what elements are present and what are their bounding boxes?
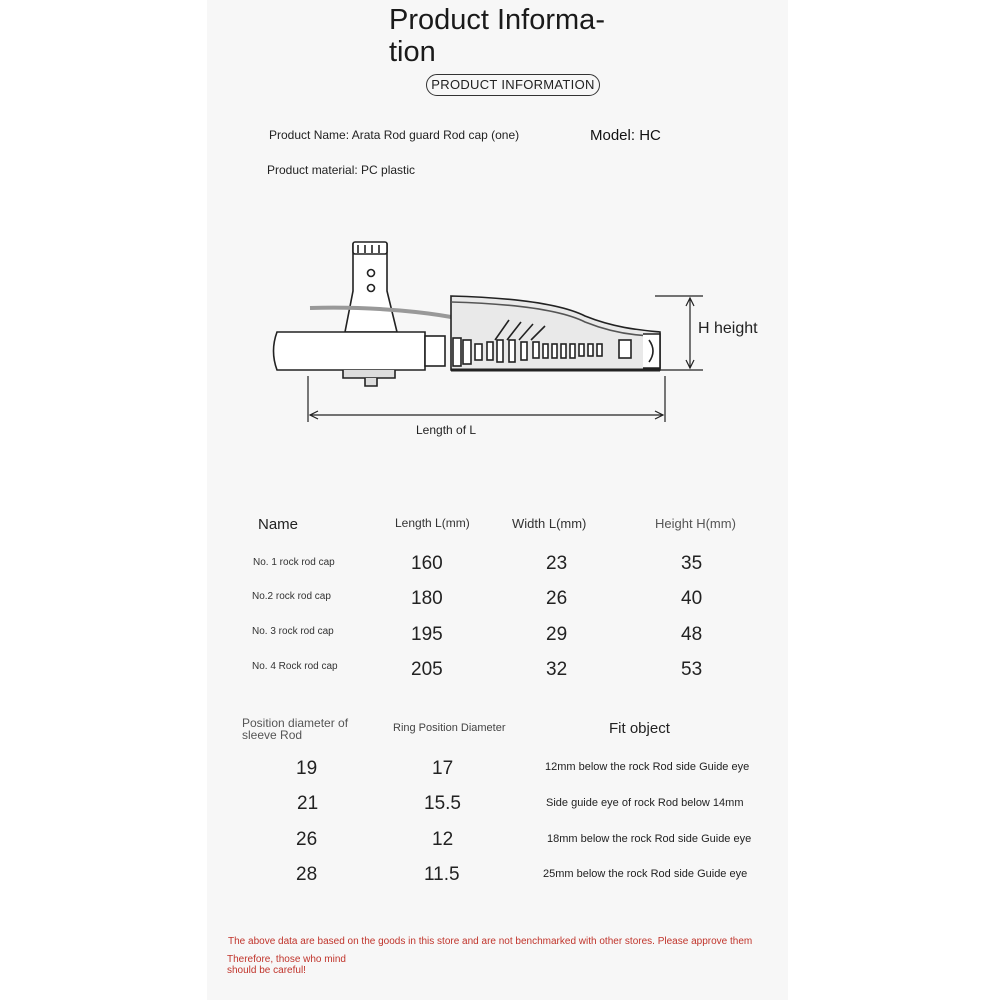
product-material: Product material: PC plastic xyxy=(267,163,416,177)
product-model: Model: HC xyxy=(590,127,661,144)
size-row-width: 29 xyxy=(546,624,568,645)
size-row-length: 160 xyxy=(411,553,443,574)
fit-row-object: 12mm below the rock Rod side Guide eye xyxy=(545,761,750,773)
fit-header-sleeve-line2: sleeve Rod xyxy=(242,728,303,742)
size-row-height: 53 xyxy=(681,659,703,680)
fit-row-object: 18mm below the rock Rod side Guide eye xyxy=(547,833,752,845)
fit-row-object: 25mm below the rock Rod side Guide eye xyxy=(543,868,748,880)
size-header-name: Name xyxy=(258,516,299,533)
fit-row-ring: 15.5 xyxy=(424,793,461,814)
height-label: H height xyxy=(698,320,758,337)
size-row-height: 48 xyxy=(681,624,703,645)
fit-row-sleeve: 19 xyxy=(296,758,318,779)
fit-header-ring: Ring Position Diameter xyxy=(393,722,506,734)
rod-cap-diagram xyxy=(265,236,705,451)
size-header-height: Height H(mm) xyxy=(655,516,736,531)
fit-header-sleeve: Position diameter of xyxy=(242,716,349,730)
size-row-name: No. 3 rock rod cap xyxy=(252,626,334,637)
size-row-name: No. 4 Rock rod cap xyxy=(252,661,338,672)
size-header-length: Length L(mm) xyxy=(395,516,470,530)
size-header-width: Width L(mm) xyxy=(512,516,587,531)
size-row-width: 32 xyxy=(546,659,568,680)
disclaimer-line-2a: Therefore, those who mind xyxy=(227,954,346,965)
size-row-name: No. 1 rock rod cap xyxy=(253,557,335,568)
size-row-length: 195 xyxy=(411,624,443,645)
fit-row-sleeve: 21 xyxy=(297,793,319,814)
content-panel xyxy=(207,0,788,1000)
page-title: Product Informa- tion xyxy=(389,4,605,68)
length-dimension xyxy=(308,376,665,422)
size-row-height: 40 xyxy=(681,588,703,609)
size-row-name: No.2 rock rod cap xyxy=(252,591,331,602)
size-row-length: 180 xyxy=(411,588,443,609)
size-row-height: 35 xyxy=(681,553,703,574)
section-badge: PRODUCT INFORMATION xyxy=(426,74,600,96)
fit-header-object: Fit object xyxy=(609,720,670,737)
fit-row-object: Side guide eye of rock Rod below 14mm xyxy=(546,797,744,809)
length-label: Length of L xyxy=(416,423,477,437)
rod-cap-illustration xyxy=(451,296,660,370)
size-row-length: 205 xyxy=(411,659,443,680)
disclaimer-line-2b: should be careful! xyxy=(227,965,306,976)
rod-illustration xyxy=(274,332,446,386)
height-dimension xyxy=(655,296,703,370)
fit-row-ring: 11.5 xyxy=(424,864,460,885)
size-row-width: 26 xyxy=(546,588,568,609)
fit-row-ring: 12 xyxy=(432,829,454,850)
size-row-width: 23 xyxy=(546,553,568,574)
guide-eye-illustration xyxy=(345,242,397,332)
product-name: Product Name: Arata Rod guard Rod cap (one) xyxy=(269,128,520,142)
fit-row-sleeve: 26 xyxy=(296,829,318,850)
fit-row-sleeve: 28 xyxy=(296,864,318,885)
fit-row-ring: 17 xyxy=(432,758,454,779)
disclaimer-line-1: The above data are based on the goods in this store and are not benchmarked with other stores. Please approve them xyxy=(228,936,753,947)
